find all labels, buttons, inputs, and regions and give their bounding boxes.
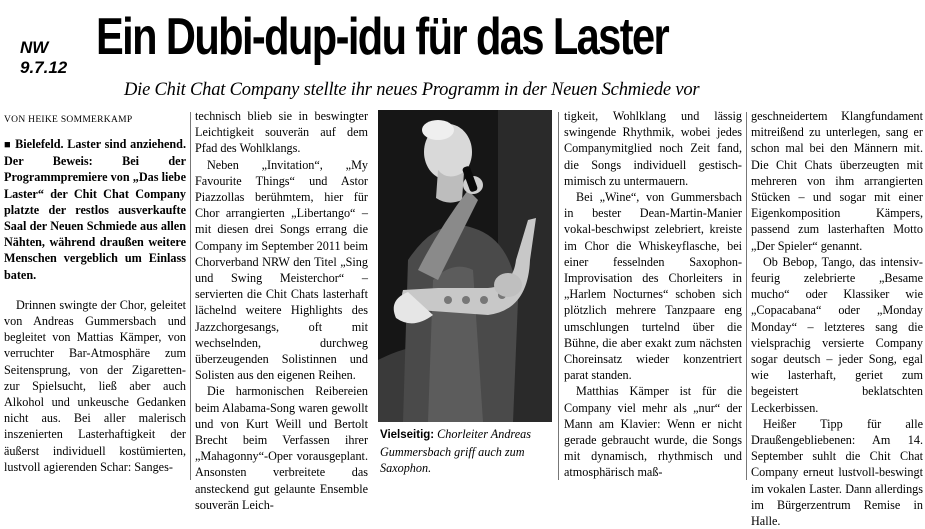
byline: VON HEIKE SOMMERKAMP xyxy=(4,115,133,125)
column-divider xyxy=(190,112,191,480)
lead-text: Bielefeld. Laster sind anziehend. Der Beweis: Bei der Programmpremiere von „Das liebe Laster“ der Chit Chat Company platzte der restlos ausverkaufte Saal der Neuen Schmiede aus allen Nähten, während draußen weitere Menschen vergeblich um Einlass baten. xyxy=(4,137,187,282)
bullet-square-icon: ■ xyxy=(4,139,12,151)
paragraph: Bei „Wine“, von Gummersbach in bester Dean-Martin-Manier vokal-beschwipst zelebriert, kreiste im Chor die Whiskeyflasche, bei einer fesselnden Saxophon-Improvisation des Chorleiters in „Harlem Nocturnes“ schoben sich plötzlich mehrere Tanzpaare eng umschlungen turtelnd über die Bühne, die aber exakt zum nächsten Choreinsatz wieder konzentriert parat standen. xyxy=(564,190,742,383)
column-divider xyxy=(746,112,747,480)
paragraph: Drinnen swingte der Chor, geleitet von Andreas Gummersbach und begleitet von Mattias Kämper, von verruchter Bar-Atmosphäre zum Seitensprung, von der Zigaretten- zur Spielsucht, ließ aber auch Alkohol und unkeusche Gedanken nicht aus. Bei aller malerisch inszenierten Lasterhaftigkeit der äußerst individuell kostümierten, lustvoll agierenden Schar: Sanges- xyxy=(4,297,186,474)
column-1 xyxy=(4,136,186,482)
column-2 xyxy=(195,108,368,512)
photo-saxophonist xyxy=(378,110,552,422)
column-divider xyxy=(558,112,559,480)
source-paper: NW xyxy=(20,38,49,57)
paragraph: Matthias Kämper ist für die Company viel mehr als „nur“ der Mann am Klavier: Wenn er nicht gerade gebraucht wurde, die Songs mit dynamisch, rhythmisch und atmosphärisch maß- xyxy=(564,384,742,480)
headline: Ein Dubi-dup-idu für das Laster xyxy=(96,8,669,66)
paragraph: tigkeit, Wohlklang und lässig swingende Rhythmik, wobei jedes Companymitglied noch Zeit fand, die Songs individuell gestisch-mimisch zu untermauern. xyxy=(564,109,742,188)
paragraph: technisch blieb sie in beswingter Leichtigkeit souverän auf dem Pfad des Wohlklangs. xyxy=(195,109,368,156)
caption-label: Vielseitig: xyxy=(380,429,435,441)
column-3 xyxy=(564,108,742,482)
paragraph: Heißer Tipp für alle Draußengebliebenen: Am 14. September suhlt die Chit Chat Company erneut lustvoll-beswingt im vokalen Laster. Dann allerdings im Bürgerzentrum Remise in Halle. xyxy=(751,416,923,529)
subheadline: Die Chit Chat Company stellte ihr neues Programm in der Neuen Schmiede vor xyxy=(124,80,700,100)
column-4 xyxy=(751,108,923,529)
source-tag xyxy=(20,38,67,78)
paragraph: Die harmonischen Reibereien beim Alabama-Song waren gewollt und von Kurt Weill und Bertolt Brecht beim Verfassen ihrer „Mahagonny“-Oper vorausgeplant. Ansonsten verbreitete das ansteckend gut gelaunte Ensemble souverän Leich- xyxy=(195,384,368,512)
source-date: 9.7.12 xyxy=(20,58,68,77)
paragraph: Neben „Invitation“, „My Favourite Things“ und Astor Piazzollas berühmtem, hier für Chor arrangierten „Libertango“ – mit diesen drei Songs errang die Company im September 2011 beim Chorverband NRW den Titel „Sing und Swing Meisterchor“ – servierten die Chit Chats lasterhaft lächelnd weitere Highlights des Jazzchorgesangs, oft mit wechselnden, durchweg überzeugenden Solistinnen und Solisten aus den eigenen Reihen. xyxy=(195,157,368,383)
lead-paragraph xyxy=(4,136,186,283)
caption-text: Chorleiter Andreas Gummersbach griff auch zum Saxophon. xyxy=(380,427,531,475)
saxophonist-photo-illustration xyxy=(378,110,552,422)
paragraph: geschneidertem Klangfundament mitreißend zu unterlegen, sang er schon mal bei den Männern mit. Die Chit Chats überzeugten mit mehreren von ihm arrangierten Stücken – und sogar mit einer Eigenkomposition Kämpers, passend zum lasterhaften Motto „Der Spieler“ genannt. xyxy=(751,109,923,253)
paragraph: Ob Bebop, Tango, das intensiv-feurig zelebrierte „Besame mucho“ oder Klassiker wie „Copacabana“ oder „Monday Monday“ – letzteres sang die vielsprachig versierte Company sogar deutsch – jeder Song, egal wie lasterhaft, geriet zum begeistert beklatschten Leckerbissen. xyxy=(751,254,923,415)
photo-caption xyxy=(380,426,554,477)
